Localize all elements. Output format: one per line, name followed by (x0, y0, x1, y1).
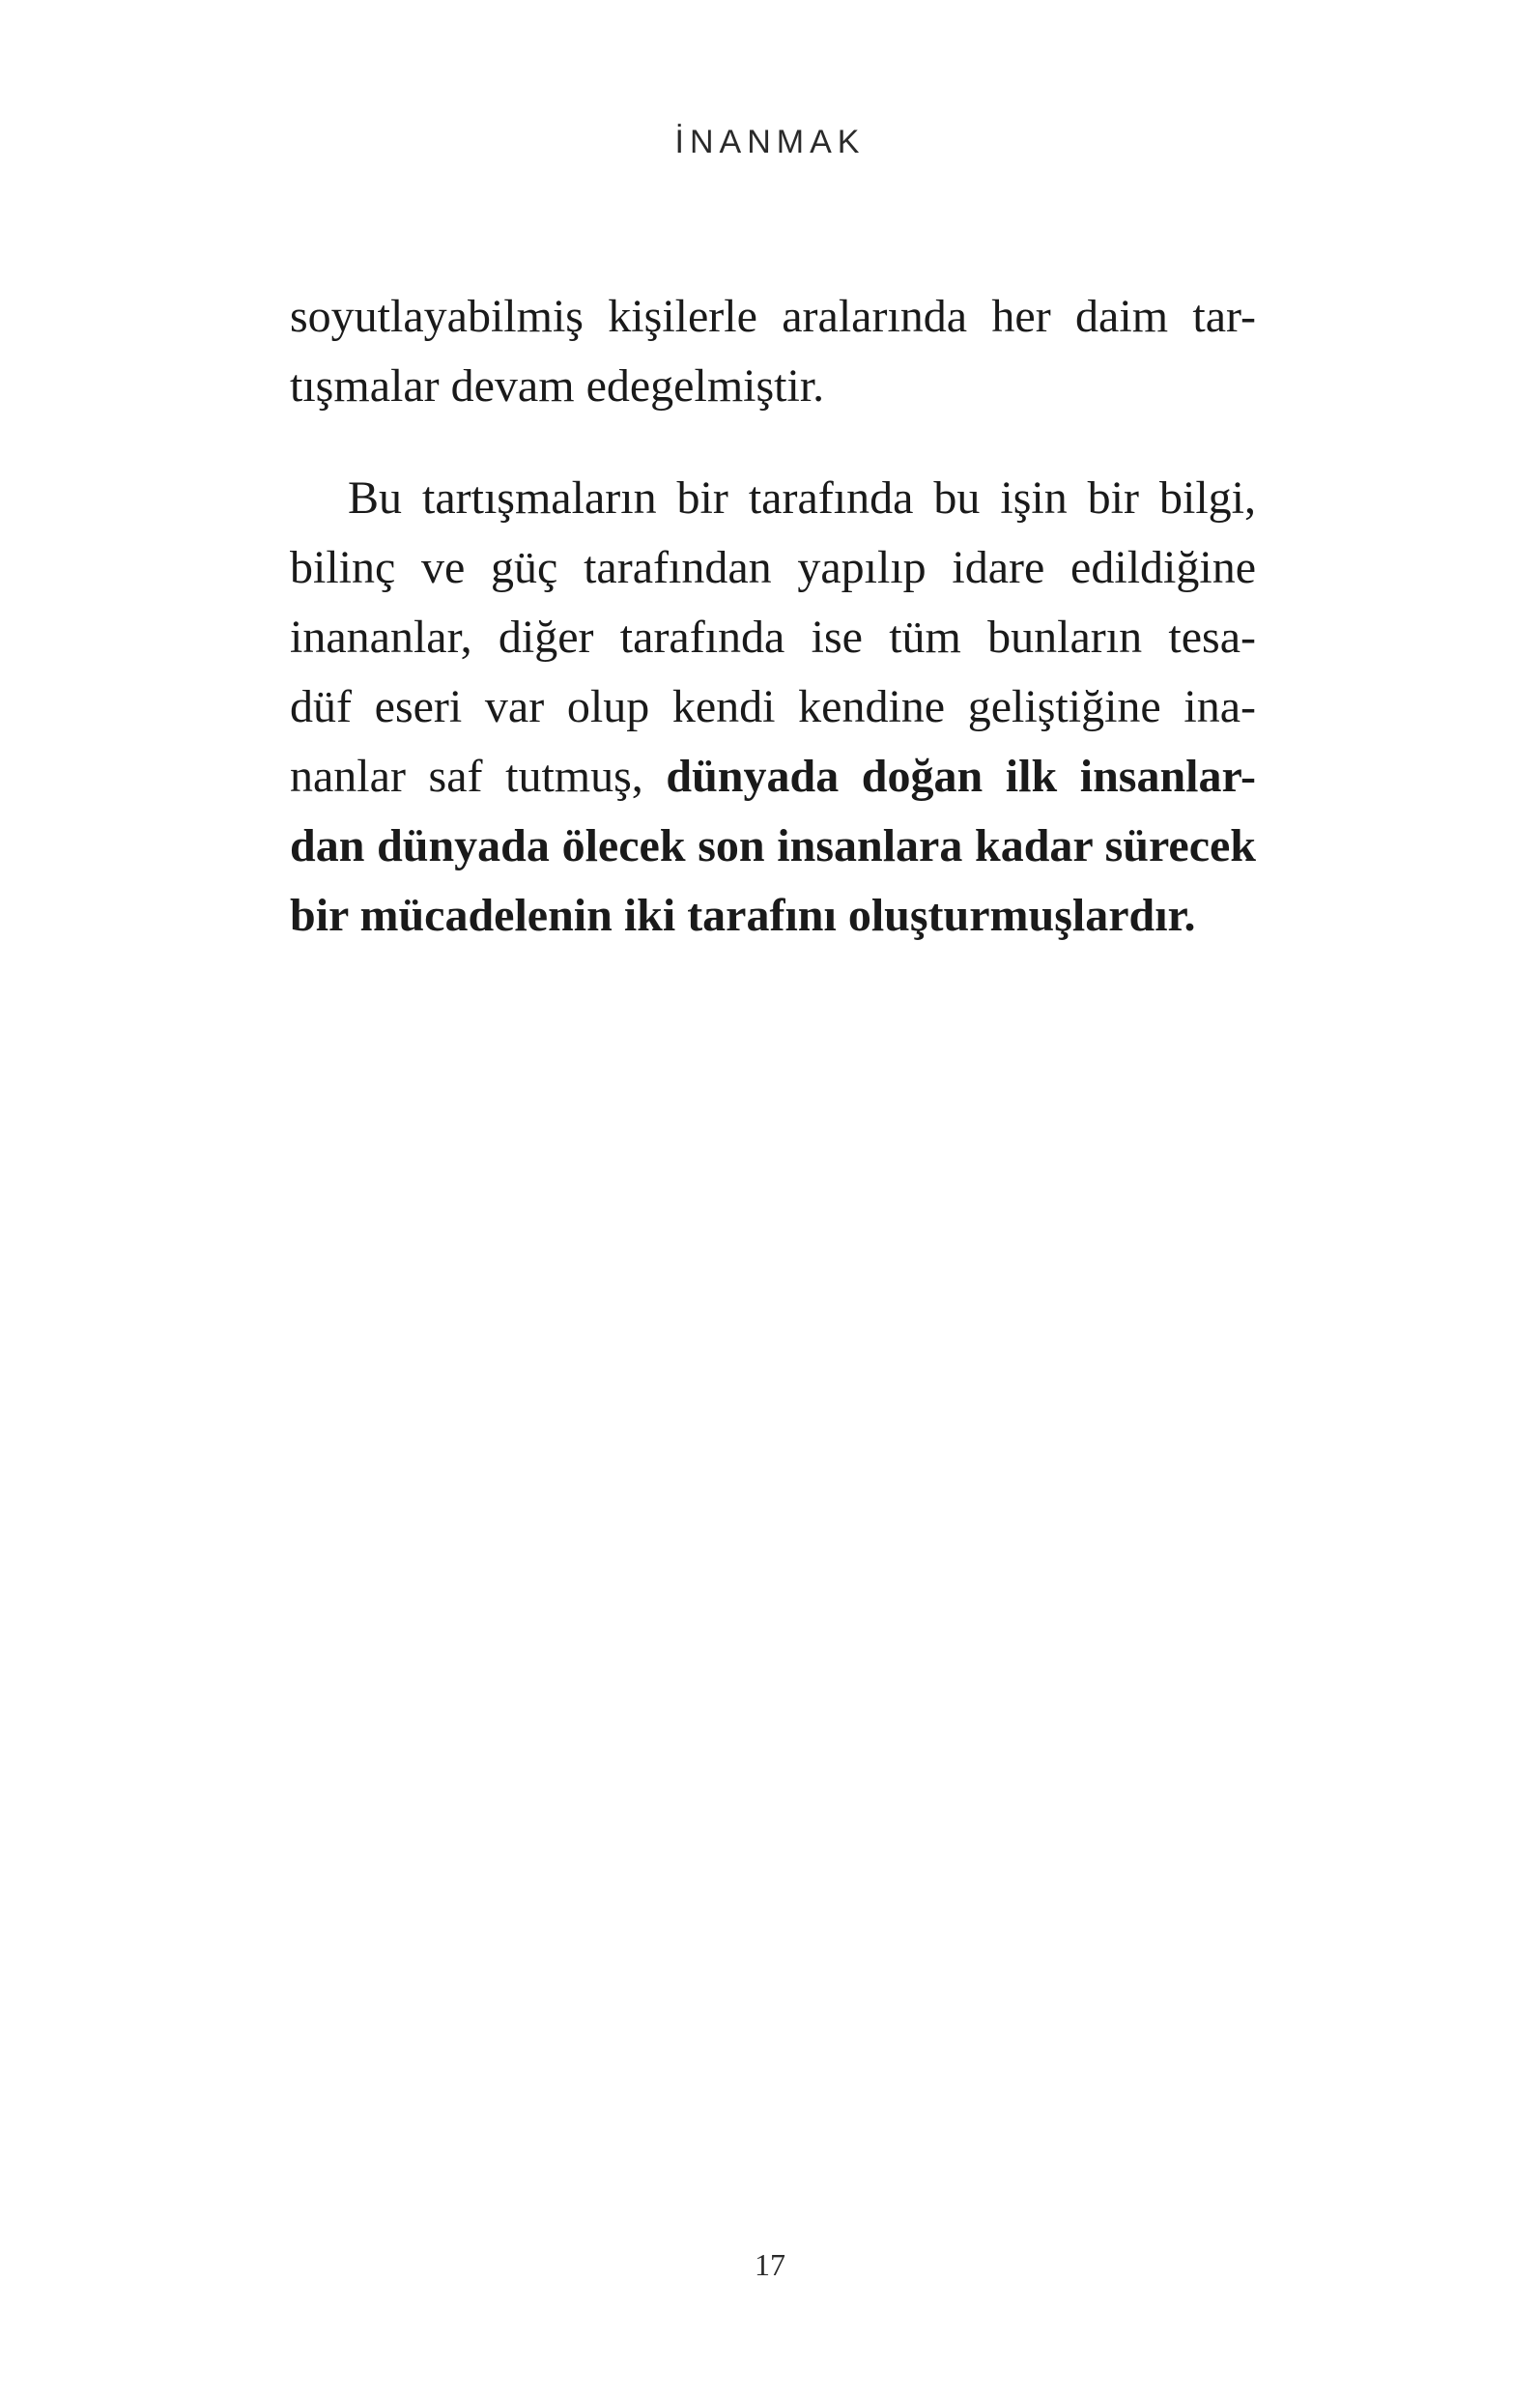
emphasis-line: bir mücadelenin iki tarafını oluşturmuşlardır. (290, 890, 1196, 941)
paragraph-2 (290, 464, 1256, 951)
paragraph-gap (290, 421, 1256, 464)
regular-text: nanlar saf tutmuş, (290, 751, 643, 802)
paragraph-line: tışmalar devam edegelmiştir. (290, 360, 825, 412)
emphasis-text: dünyada doğan ilk insanlar- (666, 751, 1256, 802)
paragraph-line-mixed (290, 742, 1256, 812)
page-number: 17 (755, 2247, 785, 2282)
paragraph-line: soyutlayabilmiş kişilerle aralarında her daim tar- (290, 291, 1256, 342)
paragraph-line: inananlar, diğer tarafında ise tüm bunların tesa- (290, 612, 1256, 663)
paragraph-1 (290, 282, 1256, 421)
emphasis-line: dan dünyada ölecek son insanlara kadar sürecek (290, 820, 1256, 871)
paragraph-line: Bu tartışmaların bir tarafında bu işin bir bilgi, (348, 472, 1256, 524)
body-text (290, 282, 1256, 951)
paragraph-line: bilinç ve güç tarafından yapılıp idare edildiğine (290, 542, 1256, 593)
paragraph-line: düf eseri var olup kendi kendine geliştiğine ina- (290, 681, 1256, 732)
running-head: İNANMAK (674, 124, 866, 160)
